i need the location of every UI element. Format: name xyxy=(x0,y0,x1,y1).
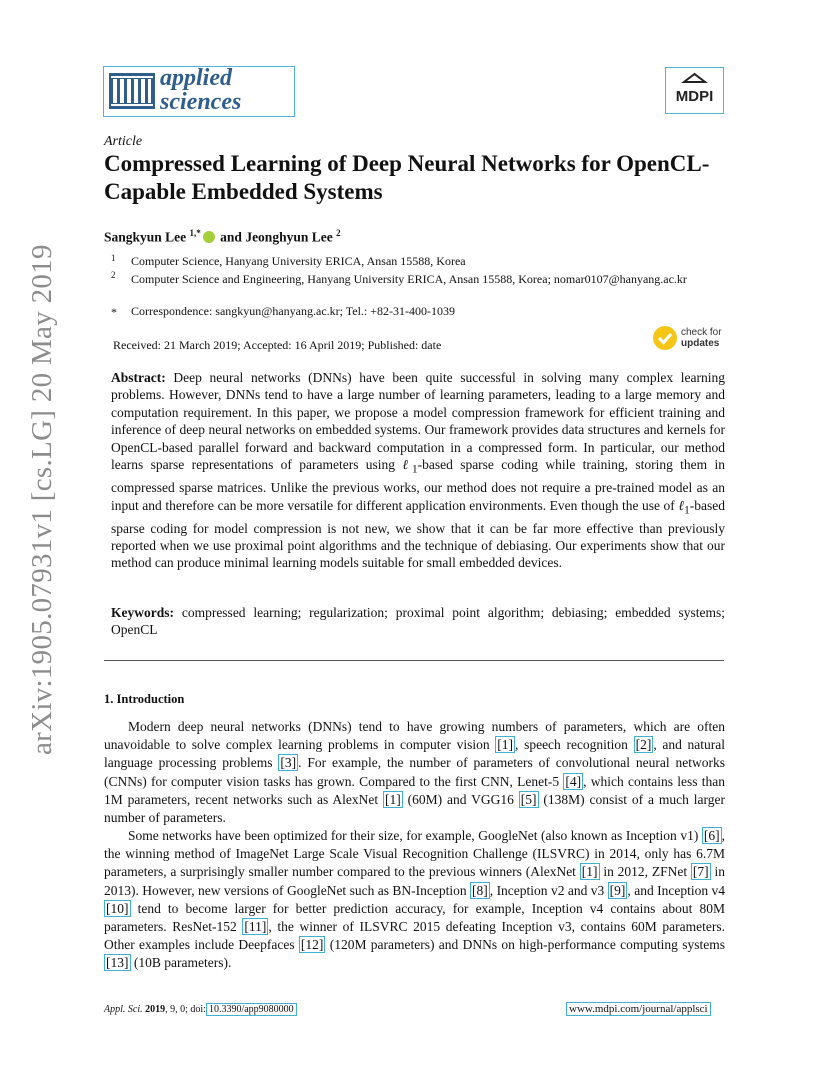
author-1-affiliation-mark: 1,* xyxy=(189,228,201,238)
mdpi-emblem-icon xyxy=(666,68,723,113)
citation-link[interactable]: [5] xyxy=(520,791,537,807)
check-updates-icon xyxy=(653,326,677,350)
abstract-text-b: -based sparse coding while training, storing them in compressed sparse matrices. Unlike the previous works, our method does not require a pre-trained model as an input and therefore can be more versatile for different application environments. Even though the use of xyxy=(111,457,726,513)
text: (10B parameters). xyxy=(130,955,232,971)
text: (138M) consist of a much larger number of parameters. xyxy=(104,791,725,826)
text: in 2012, ZFNet xyxy=(599,864,691,880)
l1-symbol: ℓ xyxy=(678,497,685,513)
text: in 2013). However, new versions of GoogleNet such as BN-Inception xyxy=(104,864,725,898)
abstract xyxy=(111,369,725,572)
citation-link[interactable]: [10] xyxy=(106,900,129,916)
keywords-label: Keywords: xyxy=(111,605,174,620)
text: , speech recognition xyxy=(515,737,634,753)
abstract-text-a: Deep neural networks (DNNs) have been quite successful in solving many complex learning problems. However, DNNs tend to have a large number of learning parameters, leading to a large memory and computation requirement. In this paper, we propose a model compression framework for efficient training and inference of deep neural networks on embedded systems. Our framework provides data structures and kernels for OpenCL-based parallel forward and backward computation in a compressed form. In particular, our method learns sparse representations of parameters using xyxy=(111,370,726,473)
citation-link[interactable]: [2] xyxy=(635,737,652,753)
citation-link[interactable]: [6] xyxy=(703,828,720,843)
text: , which contains less than 1M parameters, recent networks such as AlexNet xyxy=(104,773,725,807)
citation-link[interactable]: [11] xyxy=(244,919,267,935)
abstract-label: Abstract: xyxy=(111,370,166,385)
text: , the winner of ILSVRC 2015 defeating Inception v3, contains 60M parameters. Other examples include Deepfaces xyxy=(104,919,726,953)
footer-year: 2019 xyxy=(145,1004,166,1015)
check-updates-line2: updates xyxy=(681,338,720,349)
journal-columns-icon xyxy=(109,73,155,109)
text: , the winning method of ImageNet Large Scale Visual Recognition Challenge (ILSVRC) in 2014, only has 6.7M parameters, a surprisingly smaller number compared to the previous winners (AlexNet xyxy=(104,828,725,880)
citation-link[interactable]: [1] xyxy=(497,737,514,753)
correspondence: Correspondence: sangkyun@hanyang.ac.kr; Tel.: +82-31-400-1039 xyxy=(131,304,456,318)
paper-title: Compressed Learning of Deep Neural Networks for OpenCL-Capable Embedded Systems xyxy=(104,151,710,204)
footer-volume: , 9, 0; doi: xyxy=(165,1004,206,1015)
section-divider xyxy=(104,660,724,661)
orcid-icon[interactable] xyxy=(203,231,215,243)
author-connector: and xyxy=(220,229,242,245)
text: Modern deep neural networks (DNNs) tend to have growing numbers of parameters, which are often unavoidable to solve complex learning problems in computer vision xyxy=(104,719,725,753)
citation-link[interactable]: [12] xyxy=(300,937,324,953)
text: , and Inception v4 xyxy=(627,882,725,898)
citation-link[interactable]: [9] xyxy=(609,882,626,898)
citation-link[interactable]: [3] xyxy=(280,755,297,771)
text: . For example, the number of parameters of convolutional neural networks (CNNs) for computer vision tasks has grown. Compared to the first CNN, Lenet-5 xyxy=(104,755,725,789)
text: tend to become larger for better prediction accuracy, for example, Inception v4 contains about 80M parameters. ResNet-152 xyxy=(104,900,725,935)
doi-link[interactable]: 10.3390/app9080000 xyxy=(206,1003,297,1016)
author-2: Jeonghyun Lee xyxy=(245,229,333,245)
arxiv-stamp: arXiv:1905.07931v1 [cs.LG] 20 May 2019 xyxy=(26,244,58,755)
affiliation-1: Computer Science, Hanyang University ERICA, Ansan 15588, Korea xyxy=(131,254,466,268)
journal-name xyxy=(160,66,241,114)
paragraph-1 xyxy=(104,718,725,827)
article-type: Article xyxy=(104,134,143,149)
journal-url-link[interactable]: www.mdpi.com/journal/applsci xyxy=(566,1002,711,1016)
text: Some networks have been optimized for their size, for example, GoogleNet (also known as Inception v1) xyxy=(128,828,702,843)
check-updates-line1: check for xyxy=(681,327,722,338)
journal-name-line2: sciences xyxy=(160,89,242,115)
footer-journal-abbrev: Appl. Sci. xyxy=(104,1004,143,1015)
check-for-updates-button[interactable] xyxy=(653,324,725,352)
author-1: Sangkyun Lee xyxy=(104,229,187,245)
paragraph-2 xyxy=(104,827,725,973)
keywords xyxy=(111,604,725,639)
correspondence-mark: * xyxy=(111,305,117,319)
author-line xyxy=(104,228,341,246)
journal-name-line1: applied xyxy=(160,65,232,91)
citation-link[interactable]: [7] xyxy=(692,864,709,880)
text: (120M parameters) and DNNs on high-performance computing systems xyxy=(325,937,725,953)
l1-subscript: 1 xyxy=(412,463,418,476)
abstract-text-c: -based sparse coding for model compression is not new, we show that it can be far more effective than previously reported when we use proximal point algorithms and the technique of debiasing. Our experiments show that our method can produce minimal learning models suitable for small embedded devices. xyxy=(111,497,725,571)
author-2-affiliation-mark: 2 xyxy=(336,228,341,238)
text: , and natural language processing problems xyxy=(104,737,725,771)
l1-symbol: ℓ xyxy=(402,457,412,473)
affiliation-1-mark: 1 xyxy=(111,253,116,263)
citation-link[interactable]: [4] xyxy=(565,773,582,789)
footer-citation xyxy=(104,1004,297,1015)
citation-link[interactable]: [8] xyxy=(472,882,488,898)
text: (60M) and VGG16 xyxy=(402,791,519,807)
affiliation-2-mark: 2 xyxy=(111,270,116,280)
journal-logo[interactable] xyxy=(103,66,295,117)
section-heading: 1. Introduction xyxy=(104,692,185,706)
affiliation-2: Computer Science and Engineering, Hanyang University ERICA, Ansan 15588, Korea; nomar0107@hanyang.ac.kr xyxy=(131,272,687,286)
keywords-text: compressed learning; regularization; proximal point algorithm; debiasing; embedded systems; OpenCL xyxy=(111,605,725,638)
l1-subscript: 1 xyxy=(684,504,690,517)
mdpi-logo[interactable] xyxy=(665,67,724,114)
citation-link[interactable]: [1] xyxy=(581,864,598,880)
text: , Inception v2 and v3 xyxy=(489,882,608,898)
mdpi-logo-text: MDPI xyxy=(675,88,714,105)
citation-link[interactable]: [1] xyxy=(384,791,401,807)
publication-dates: Received: 21 March 2019; Accepted: 16 April 2019; Published: date xyxy=(113,338,442,352)
citation-link[interactable]: [13] xyxy=(106,955,129,971)
